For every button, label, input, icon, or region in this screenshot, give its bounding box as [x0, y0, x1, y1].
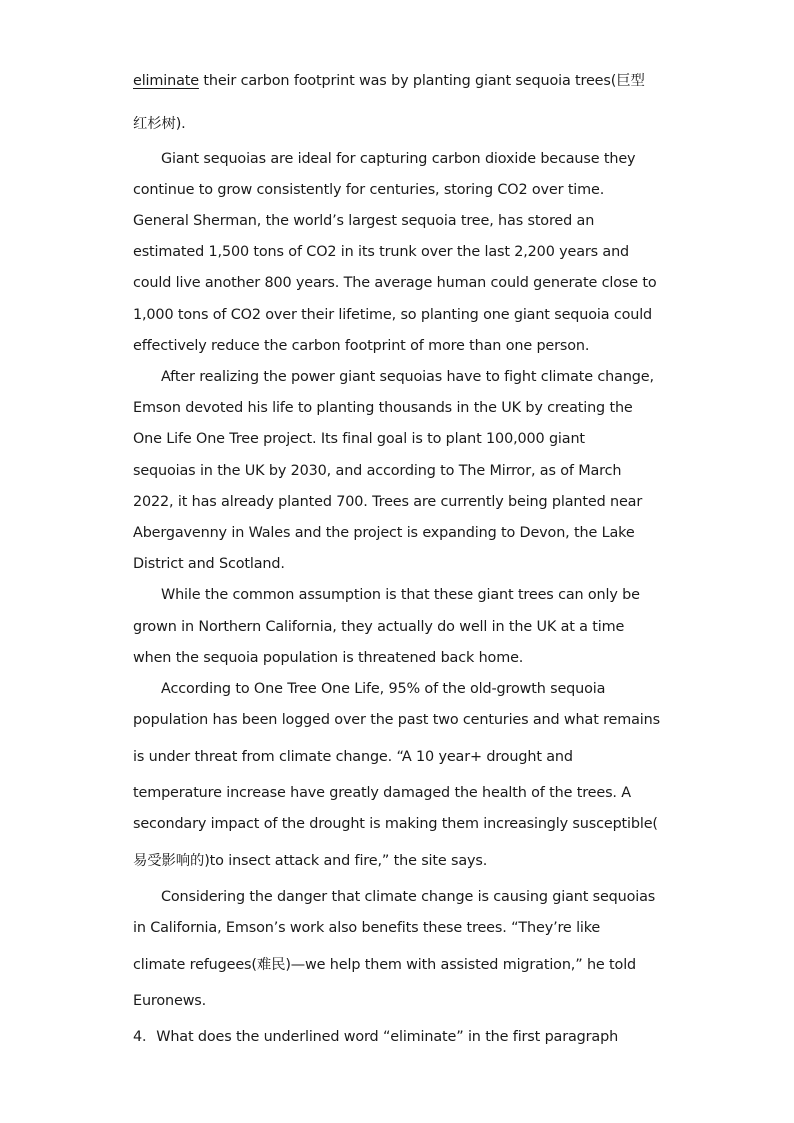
paragraph-start-line: According to One Tree One Life, 95% of the old-growth sequoia	[161, 681, 606, 697]
text-line: when the sequoia population is threatened back home.	[133, 650, 524, 666]
text-line: temperature increase have greatly damaged the health of the trees. A	[133, 785, 631, 801]
text-line: 易受影响的)to insect attack and fire,” the site says.	[133, 853, 488, 869]
text-line: could live another 800 years. The average human could generate close to	[133, 275, 657, 291]
text-line: grown in Northern California, they actually do well in the UK at a time	[133, 619, 625, 635]
question-4: 4．What does the underlined word “eliminate” in the first paragraph	[133, 1029, 619, 1045]
text-line: population has been logged over the past two centuries and what remains	[133, 712, 660, 728]
text-line-2: 红杉树).	[133, 116, 186, 132]
text-line: 2022, it has already planted 700. Trees are currently being planted near	[133, 494, 643, 510]
text-line: in California, Emson’s work also benefits these trees. “They’re like	[133, 920, 601, 936]
text-line: effectively reduce the carbon footprint of more than one person.	[133, 338, 590, 354]
line-1-rest: their carbon footprint was by planting giant sequoia trees(巨型	[198, 73, 645, 89]
text-line-1	[133, 72, 645, 90]
text-line: estimated 1,500 tons of CO2 in its trunk over the last 2,200 years and	[133, 244, 630, 260]
text-line: Emson devoted his life to planting thousands in the UK by creating the	[133, 400, 633, 416]
text-line: Abergavenny in Wales and the project is expanding to Devon, the Lake	[133, 525, 635, 541]
paragraph-start-line: While the common assumption is that these giant trees can only be	[161, 587, 640, 603]
text-line: General Sherman, the world’s largest sequoia tree, has stored an	[133, 213, 595, 229]
text-line: climate refugees(难民)—we help them with assisted migration,” he told	[133, 957, 637, 973]
text-line: Euronews.	[133, 993, 207, 1009]
text-line: 1,000 tons of CO2 over their lifetime, so planting one giant sequoia could	[133, 307, 653, 323]
text-line: is under threat from climate change. “A 10 year+ drought and	[133, 749, 573, 765]
text-line: continue to grow consistently for centuries, storing CO2 over time.	[133, 182, 605, 198]
text-line: District and Scotland.	[133, 556, 285, 572]
paragraph-start-line: Considering the danger that climate change is causing giant sequoias	[161, 889, 656, 905]
text-line: secondary impact of the drought is making them increasingly susceptible(	[133, 816, 658, 832]
text-line: One Life One Tree project. Its final goal is to plant 100,000 giant	[133, 431, 585, 447]
text-line: sequoias in the UK by 2030, and according to The Mirror, as of March	[133, 463, 622, 479]
paragraph-start-line: Giant sequoias are ideal for capturing carbon dioxide because they	[161, 151, 636, 167]
underlined-word-eliminate: eliminate	[133, 73, 199, 89]
paragraph-start-line: After realizing the power giant sequoias have to fight climate change,	[161, 369, 654, 385]
